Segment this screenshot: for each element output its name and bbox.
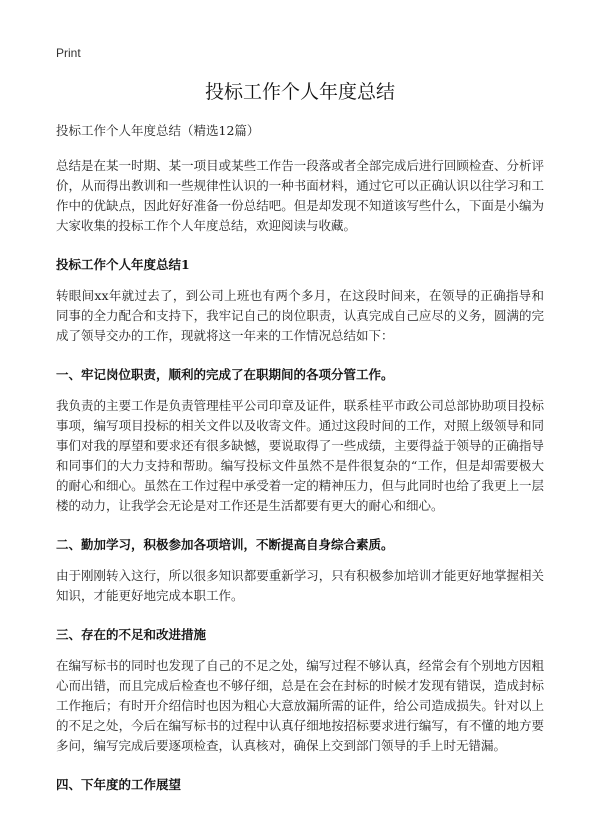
section-heading-1: 一、牢记岗位职责，顺利的完成了在职期间的各项分管工作。 bbox=[56, 367, 394, 382]
opening-paragraph: 转眼间xx年就过去了，到公司上班也有两个多月，在这段时间来，在领导的正确指导和同事的全力配合和支持下，我牢记自己的岗位职责，认真完成自己应尽的义务，圆满的完成了领导交办的工作，现就将这一年来的工作情况总结如下： bbox=[56, 288, 544, 343]
section-body-2: 由于刚刚转入这行，所以很多知识都要重新学习，只有积极参加培训才能更好地掌握相关知识，才能更好地完成本职工作。 bbox=[56, 568, 544, 603]
print-label[interactable]: Print bbox=[56, 46, 81, 60]
page-title: 投标工作个人年度总结 bbox=[204, 81, 395, 103]
article-heading: 投标工作个人年度总结1 bbox=[56, 257, 190, 272]
section-heading-3: 三、存在的不足和改进措施 bbox=[56, 627, 207, 642]
section-body-1: 我负责的主要工作是负责管理桂平公司印章及证件，联系桂平市政公司总部协助项目投标事项，编写项目投标的相关文件以及收寄文件。通过这段时间的工作，对照上级领导和同事们对我的厚望和要求还有很多缺憾，要说取得了一些成绩，主要得益于领导的正确指导和同事们的大力支持和帮助。编写投标文件虽然不是件很复杂的“工作，但是却需要极大的耐心和细心。虽然在工作过程中承受着一定的精神压力，但与此同时也给了我更上一层楼的动力，让我学会无论是对工作还是生活都要有更大的耐心和细心。 bbox=[56, 398, 544, 513]
section-heading-4: 四、下年度的工作展望 bbox=[56, 777, 182, 792]
intro-paragraph: 总结是在某一时期、某一项目或某些工作告一段落或者全部完成后进行回顾检查、分析评价，从而得出教训和一些规律性认识的一种书面材料，通过它可以正确认识以往学习和工作中的优缺点，因此好好准备一份总结吧。但是却发现不知道该写些什么，下面是小编为大家收集的投标工作个人年度总结，欢迎阅读与收藏。 bbox=[56, 158, 544, 233]
section-body-3: 在编写标书的同时也发现了自己的不足之处，编写过程不够认真，经常会有个别地方因粗心而出错，而且完成后检查也不够仔细，总是在会在封标的时候才发现有错误，造成封标工作拖后；有时开介绍信时也因为粗心大意放漏所需的证件，给公司造成损失。针对以上的不足之处，今后在编写标书的过程中认真仔细地按招标要求进行编写，有不懂的地方要多问，编写完成后要逐项检查，认真核对，确保上交到部门领导的手上时无错漏。 bbox=[56, 658, 544, 753]
document-subtitle: 投标工作个人年度总结（精选12篇） bbox=[56, 123, 260, 138]
section-heading-2: 二、勤加学习，积极参加各项培训，不断提高自身综合素质。 bbox=[56, 537, 394, 552]
